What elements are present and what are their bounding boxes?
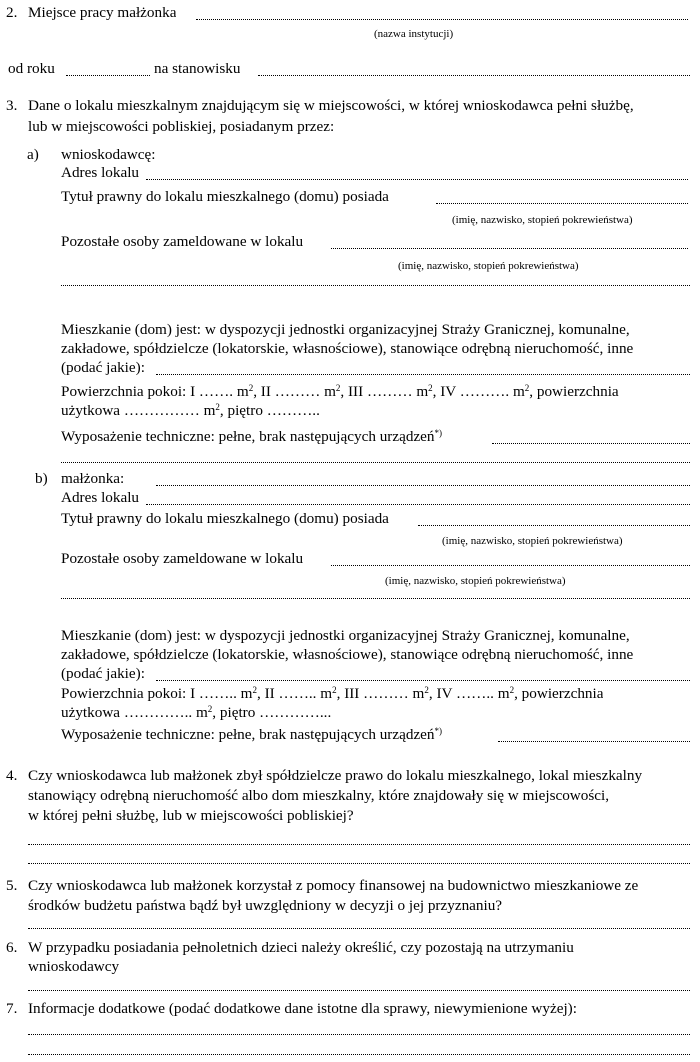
s3a-equipment-extra-field[interactable] [61, 462, 690, 463]
s2-workplace-field[interactable] [196, 19, 688, 20]
s3a-legal-title-label: Tytuł prawny do lokalu mieszkalnego (domu) posiada [61, 188, 389, 205]
s3b-letter: b) [35, 470, 48, 487]
s2-from-year-field[interactable] [66, 75, 150, 76]
s3b-note2: (imię, nazwisko, stopień pokrewieństwa) [385, 575, 566, 587]
s6-line2: wnioskodawcy [28, 958, 120, 975]
s3a-address-label: Adres lokalu [61, 164, 140, 181]
s6-num: 6. [6, 939, 18, 956]
s5-answer-field[interactable] [28, 928, 690, 929]
s2-position-field[interactable] [258, 75, 690, 76]
s3a-area-line1: Powierzchnia pokoi: I ……. $m^2$, II ……… $m^2$, III ……… $m^2$, IV ………. $m^2$, powierzchnia [61, 383, 619, 400]
s3b-others-label: Pozostałe osoby zameldowane w lokalu [61, 550, 304, 567]
s3a-address-field[interactable] [146, 179, 688, 180]
s2-from-year-label: od roku [8, 60, 55, 77]
s4-line1: Czy wnioskodawca lub małżonek zbył spółdzielcze prawo do lokalu mieszkalnego, lokal mieszkalny [28, 767, 643, 784]
s3b-area-line1: Powierzchnia pokoi: I …….. $m^2$, II …….. $m^2$, III ……… $m^2$, IV …….. $m^2$, powierzchnia [61, 685, 604, 702]
s7-answer-field-1[interactable] [28, 1034, 690, 1035]
s3-intro-line2: lub w miejscowości pobliskiej, posiadanym przez: [28, 118, 335, 135]
s3a-others-field[interactable] [331, 248, 688, 249]
s4-line2: stanowiący odrębną nieruchomość albo dom mieszkalny, które znajdowały się w miejscowości, [28, 787, 610, 804]
s7-num: 7. [6, 1000, 18, 1017]
s3a-note1: (imię, nazwisko, stopień pokrewieństwa) [452, 214, 633, 226]
s5-line2: środków budżetu państwa bądź był uwzględniony w decyzji o jej przyznaniu? [28, 897, 503, 914]
s5-line1: Czy wnioskodawca lub małżonek korzystał z pomocy finansowej na budownictwo mieszkaniowe ze [28, 877, 639, 894]
s4-answer-field-1[interactable] [28, 844, 690, 845]
s2-spouse-workplace-label: Miejsce pracy małżonka [28, 4, 177, 21]
s3a-flat-other-field[interactable] [156, 374, 690, 375]
s3a-flat-line3: (podać jakie): [61, 359, 145, 376]
s4-num: 4. [6, 767, 18, 784]
s3b-equipment-field[interactable] [498, 741, 690, 742]
s3a-flat-line2: zakładowe, spółdzielcze (lokatorskie, własnościowe), stanowiące odrębną nieruchomość, inne [61, 340, 634, 357]
s3b-spouse-label: małżonka: [61, 470, 125, 487]
s3b-area-line2: użytkowa ………….. $m^2$, piętro …………... [61, 704, 332, 721]
s3-num: 3. [6, 97, 18, 114]
s3a-applicant-label: wnioskodawcę: [61, 146, 156, 163]
s3b-equipment-label: Wyposażenie techniczne: pełne, brak następujących urządzeń*) [61, 726, 443, 743]
s3a-letter: a) [27, 146, 39, 163]
s2-num: 2. [6, 4, 18, 21]
s3b-legal-title-field[interactable] [418, 525, 690, 526]
s3b-others-field[interactable] [331, 565, 690, 566]
s3a-equipment-label: Wyposażenie techniczne: pełne, brak następujących urządzeń*) [61, 428, 443, 445]
s7-line1: Informacje dodatkowe (podać dodatkowe dane istotne dla sprawy, niewymienione wyżej): [28, 1000, 577, 1017]
s7-answer-field-2[interactable] [28, 1054, 690, 1055]
s3b-flat-line1: Mieszkanie (dom) jest: w dyspozycji jednostki organizacyjnej Straży Granicznej, komunalne, [61, 627, 630, 644]
s4-line3: w której pełni służbę, lub w miejscowości pobliskiej? [28, 807, 354, 824]
s3b-flat-other-field[interactable] [156, 680, 690, 681]
s4-answer-field-2[interactable] [28, 863, 690, 864]
s3a-others-extra-field[interactable] [61, 285, 690, 286]
s3b-flat-line3: (podać jakie): [61, 665, 145, 682]
s3a-others-label: Pozostałe osoby zameldowane w lokalu [61, 233, 304, 250]
s6-answer-field[interactable] [28, 990, 690, 991]
s2-position-label: na stanowisku [154, 60, 241, 77]
s3b-others-extra-field[interactable] [61, 598, 690, 599]
s3b-address-field[interactable] [146, 504, 690, 505]
s2-note-institution: (nazwa instytucji) [374, 28, 454, 40]
s3a-flat-line1: Mieszkanie (dom) jest: w dyspozycji jednostki organizacyjnej Straży Granicznej, komunalne, [61, 321, 630, 338]
s3b-note1: (imię, nazwisko, stopień pokrewieństwa) [442, 535, 623, 547]
s3a-equipment-field[interactable] [492, 443, 690, 444]
s3a-area-line2: użytkowa …………… $m^2$, piętro ……….. [61, 402, 320, 419]
s3a-legal-title-field[interactable] [436, 203, 688, 204]
s6-line1: W przypadku posiadania pełnoletnich dzieci należy określić, czy pozostają na utrzymaniu [28, 939, 574, 956]
s3b-legal-title-label: Tytuł prawny do lokalu mieszkalnego (domu) posiada [61, 510, 389, 527]
s3-intro-line1: Dane o lokalu mieszkalnym znajdującym się w miejscowości, w której wnioskodawca pełni służbę, [28, 97, 634, 114]
s3a-note2: (imię, nazwisko, stopień pokrewieństwa) [398, 260, 579, 272]
s3b-address-label: Adres lokalu [61, 489, 140, 506]
s5-num: 5. [6, 877, 18, 894]
s3b-spouse-field[interactable] [156, 485, 690, 486]
s3b-flat-line2: zakładowe, spółdzielcze (lokatorskie, własnościowe), stanowiące odrębną nieruchomość, inne [61, 646, 634, 663]
